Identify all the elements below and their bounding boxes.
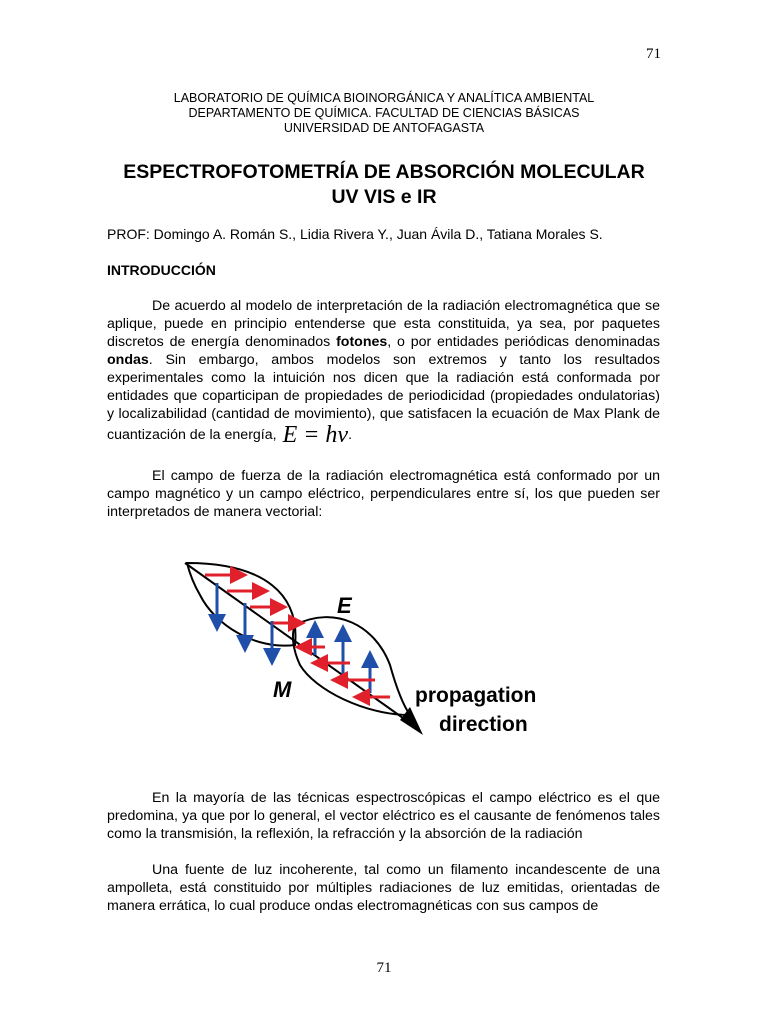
label-propagation: propagation — [415, 684, 537, 707]
p1-text-e: . Sin embargo, ambos modelos son extremos y tanto los resultados experimentales como la intuición nos dicen que la radiación está conformada por entidades que coparticipan de propiedades de periodicidad (propiedades ondulatorias) y localizabilidad (cantidad de movimiento), que satisfacen la ecuación de Max Plank de cuantización de la energía, — [107, 352, 660, 443]
title-line-1: ESPECTROFOTOMETRÍA DE ABSORCIÓN MOLECULAR — [123, 161, 645, 183]
header-line-2: DEPARTAMENTO DE QUÍMICA. FACULTAD DE CIENCIAS BÁSICAS — [188, 106, 580, 120]
label-electric: E — [337, 593, 352, 618]
document-title — [0, 160, 768, 210]
header-line-1: LABORATORIO DE QUÍMICA BIOINORGÁNICA Y ANALÍTICA AMBIENTAL — [173, 91, 595, 105]
p1-text-a: De acuerdo al modelo de interpretación de la radiación electromagnética que se aplique, puede en principio entenderse que esta constituida, ya sea, por paquetes discretos de energía denominados — [107, 298, 660, 350]
label-magnetic: M — [273, 677, 292, 702]
title-line-2: UV VIS e IR — [331, 186, 437, 208]
p1-bold-ondas: ondas — [107, 352, 149, 368]
header-line-3: UNIVERSIDAD DE ANTOFAGASTA — [283, 121, 485, 135]
electric-wave-lobe-2 — [293, 617, 410, 715]
p1-end: . — [348, 427, 353, 443]
p1-bold-fotones: fotones — [336, 334, 388, 350]
paragraph-4: Una fuente de luz incoherente, tal como un filamento incandescente de una ampolleta, está constituido por múltiples radiaciones de luz emitidas, orientadas de manera errática, lo cual produce ondas electromagnéticas con sus campos de — [107, 862, 660, 914]
paragraph-3: En la mayoría de las técnicas espectroscópicas el campo eléctrico es el que predomina, ya que por lo general, el vector eléctrico es el causante de fenómenos tales como la transmisión, la reflexión, la refracción y la absorción de la radiación — [107, 790, 660, 842]
label-direction: direction — [439, 713, 528, 736]
page-number-bottom: 71 — [376, 960, 392, 976]
paragraph-1 — [107, 297, 661, 448]
propagation-axis — [185, 563, 410, 723]
em-wave-diagram — [175, 555, 595, 755]
authors-line: PROF: Domingo A. Román S., Lidia Rivera Y., Juan Ávila D., Tatiana Morales S. — [107, 226, 603, 242]
p1-text-c: , o por entidades periódicas denominadas — [387, 334, 661, 350]
paragraph-2: El campo de fuerza de la radiación electromagnética está conformado por un campo magnético y un campo eléctrico, perpendiculares entre sí, los que pueden ser interpretados de manera vectorial: — [107, 468, 660, 520]
page-number-top: 71 — [646, 46, 661, 62]
institution-header — [0, 91, 768, 136]
planck-formula: E = hν — [282, 422, 349, 448]
section-heading: INTRODUCCIÓN — [107, 262, 216, 278]
propagation-arrowhead — [400, 707, 423, 735]
